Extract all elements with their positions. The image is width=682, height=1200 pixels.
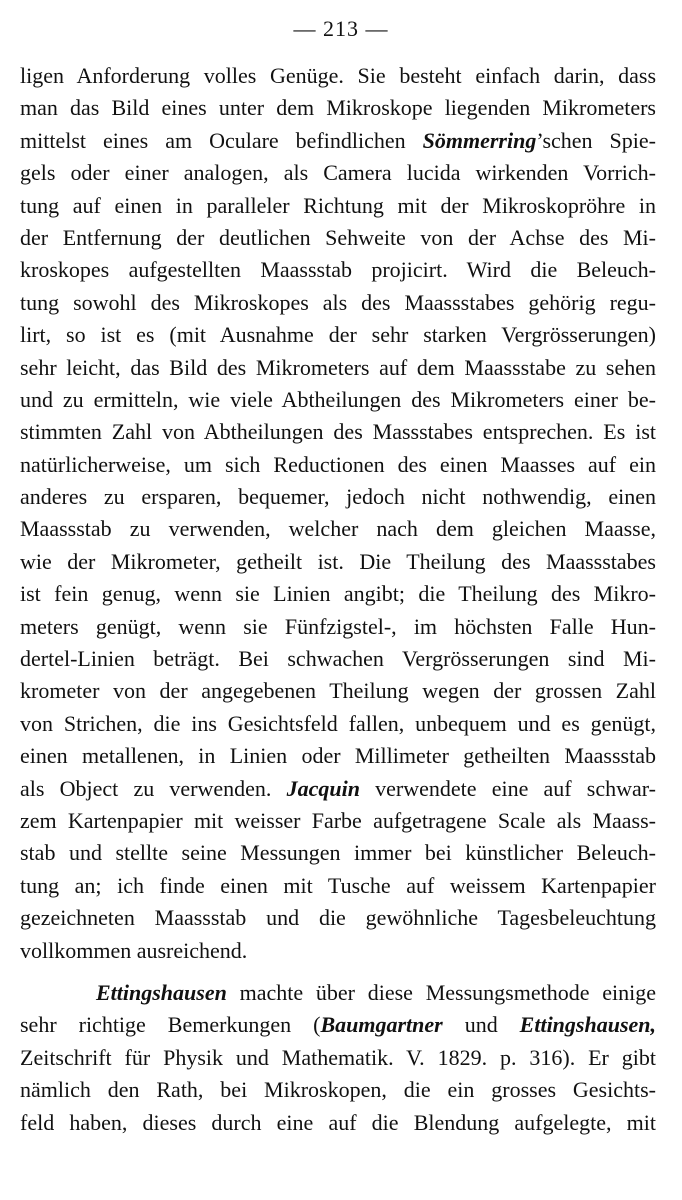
paragraph-1	[20, 60, 656, 967]
text-line: krometer von der angegebenen Theilung wegen der grossen Zahl	[20, 678, 656, 704]
text-line: Maassstab zu verwenden, welcher nach dem gleichen Maasse,	[20, 516, 656, 542]
text-line: gels oder einer analogen, als Camera lucida wirkenden Vorrich-	[20, 160, 656, 186]
text-fragment: machte über diese Messungsmethode einige	[226, 979, 656, 1005]
text-line: natürlicherweise, um sich Reductionen des einen Maasses auf ein	[20, 451, 656, 477]
text-line: einen metallenen, in Linien oder Millimeter getheilten Maassstab	[20, 743, 656, 769]
text-line	[20, 773, 656, 805]
text-line: und zu ermitteln, wie viele Abtheilungen des Mikrometers einer be-	[20, 386, 656, 412]
text-line: kroskopes aufgestellten Maassstab projicirt. Wird die Beleuch-	[20, 257, 656, 283]
text-line: stab und stellte seine Messungen immer bei künstlicher Beleuch-	[20, 840, 656, 866]
person-name: Baumgartner	[320, 1012, 443, 1038]
text-line: sehr leicht, das Bild des Mikrometers auf dem Maassstabe zu sehen	[20, 354, 656, 380]
text-line: tung an; ich finde einen mit Tusche auf weissem Kartenpapier	[20, 872, 656, 898]
text-line: ligen Anforderung volles Genüge. Sie besteht einfach darin, dass	[20, 63, 656, 88]
paragraph-gap	[20, 967, 656, 977]
text-line: ist fein genug, wenn sie Linien angibt; die Theilung des Mikro-	[20, 581, 656, 607]
text-line	[20, 1009, 656, 1041]
text-fragment: verwendete eine auf schwar-	[359, 775, 656, 801]
text-line	[20, 977, 656, 1009]
text-line: stimmten Zahl von Abtheilungen des Massstabes entsprechen. Es ist	[20, 419, 656, 445]
text-line: von Strichen, die ins Gesichtsfeld fallen, unbequem und es genügt,	[20, 710, 656, 736]
text-fragment: mittelst eines am Oculare befindlichen	[20, 127, 423, 153]
body-text	[20, 60, 656, 1139]
text-line: feld haben, dieses durch eine auf die Blendung aufgelegte, mit	[20, 1109, 656, 1135]
person-name: Ettingshausen	[96, 979, 227, 1005]
text-line: vollkommen ausreichend.	[20, 937, 248, 963]
text-line: meters genügt, wenn sie Fünfzigstel-, im höchsten Falle Hun-	[20, 613, 656, 639]
text-line: der Entfernung der deutlichen Sehweite von der Achse des Mi-	[20, 224, 656, 250]
text-line: nämlich den Rath, bei Mikroskopen, die ein grosses Gesichts-	[20, 1077, 656, 1103]
text-line: lirt, so ist es (mit Ausnahme der sehr starken Vergrösserungen)	[20, 322, 656, 348]
person-name: Jacquin	[286, 775, 360, 801]
text-line: man das Bild eines unter dem Mikroskope liegenden Mikrometers	[20, 95, 656, 121]
text-fragment: und	[442, 1012, 520, 1038]
text-line: gezeichneten Maassstab und die gewöhnliche Tagesbeleuchtung	[20, 905, 656, 931]
text-line: zem Kartenpapier mit weisser Farbe aufgetragene Scale als Maass-	[20, 807, 656, 833]
text-fragment: sehr richtige Bemerkungen (	[20, 1012, 321, 1038]
person-name: Ettingshausen,	[519, 1012, 656, 1038]
text-line: wie der Mikrometer, getheilt ist. Die Theilung des Maassstabes	[20, 548, 656, 574]
text-line: Zeitschrift für Physik und Mathematik. V. 1829. p. 316). Er gibt	[20, 1044, 656, 1070]
text-line	[20, 125, 656, 157]
text-fragment: ’schen Spie-	[536, 127, 656, 153]
person-name: Sömmerring	[422, 127, 537, 153]
text-line: anderes zu ersparen, bequemer, jedoch nicht nothwendig, einen	[20, 484, 656, 510]
text-line: tung sowohl des Mikroskopes als des Maassstabes gehörig regu-	[20, 289, 656, 315]
page-number: — 213 —	[293, 16, 389, 41]
text-line: tung auf einen in paralleler Richtung mit der Mikroskopröhre in	[20, 192, 656, 218]
text-fragment: als Object zu verwenden.	[20, 775, 287, 801]
paragraph-2	[20, 977, 656, 1139]
text-line: dertel-Linien beträgt. Bei schwachen Vergrösserungen sind Mi-	[20, 646, 656, 672]
